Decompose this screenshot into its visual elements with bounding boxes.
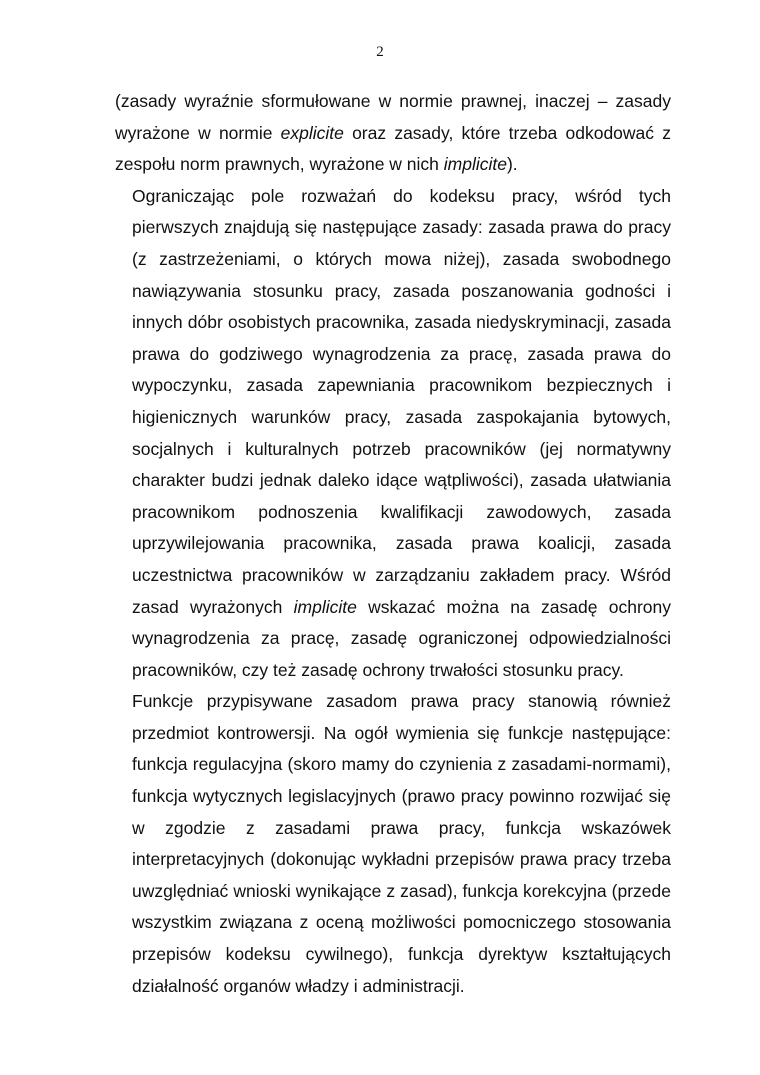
text-line: funkcja wytycznych legislacyjnych (prawo pracy powinno rozwijać się [132,786,671,807]
text-line: przepisów kodeksu cywilnego), funkcja dyrektyw kształtujących [132,944,671,965]
text-line: uczestnictwa pracowników w zarządzaniu zakładem pracy. Wśród [132,564,671,585]
text-line: w zgodzie z zasadami prawa pracy, funkcja wskazówek [132,817,671,838]
page-number: 2 [376,44,384,60]
paragraph-3 [115,686,671,1002]
text-line: (zasady wyraźnie sformułowane w normie prawnej, inaczej – zasady [115,91,671,111]
text-line: nawiązywania stosunku pracy, zasada poszanowania godności i [132,280,671,301]
text-line: wynagrodzenia za pracę, zasadę ograniczonej odpowiedzialności [132,628,671,649]
text-line: charakter budzi jednak daleko idące wątpliwości), zasada ułatwiania [132,470,671,491]
text-line: wszystkim związana z oceną możliwości pomocniczego stosowania [132,912,671,933]
paragraph-1 [115,86,671,181]
italic-term: implicite [443,154,507,175]
text-line: zespołu norm prawnych, wyrażone w nich implicite). [115,154,518,175]
text-line: zasad wyrażonych implicite wskazać można na zasadę ochrony [132,596,671,617]
text-line: pracownikom podnoszenia kwalifikacji zawodowych, zasada [132,501,671,522]
text-line: uwzględniać wnioski wynikające z zasad), funkcja korekcyjna (przede [132,880,671,901]
text-line: Ograniczając pole rozważań do kodeksu pracy, wśród tych [132,185,671,206]
text-line: przedmiot kontrowersji. Na ogół wymienia się funkcje następujące: [132,722,671,743]
text-line: działalność organów władzy i administracji. [132,975,465,996]
text-line: pierwszych znajdują się następujące zasady: zasada prawa do pracy [132,217,671,238]
text-line: Funkcje przypisywane zasadom prawa pracy stanowią również [132,691,671,712]
paragraph-2 [115,181,671,687]
text-line: higienicznych warunków pracy, zasada zaspokajania bytowych, [132,406,671,427]
italic-term: explicite [280,122,344,143]
text-line: funkcja regulacyjna (skoro mamy do czynienia z zasadami-normami), [132,754,671,775]
text-line: uprzywilejowania pracownika, zasada prawa koalicji, zasada [132,533,671,554]
text-line: interpretacyjnych (dokonując wykładni przepisów prawa pracy trzeba [132,849,671,870]
text-line: socjalnych i kulturalnych potrzeb pracowników (jej normatywny [132,438,671,459]
text-line: pracowników, czy też zasadę ochrony trwałości stosunku pracy. [132,659,624,680]
body-text [115,86,671,1002]
text-line: (z zastrzeżeniami, o których mowa niżej), zasada swobodnego [132,248,671,269]
italic-term: implicite [293,596,357,617]
text-line: innych dóbr osobistych pracownika, zasada niedyskryminacji, zasada [132,312,671,333]
text-line: prawa do godziwego wynagrodzenia za pracę, zasada prawa do [132,343,671,364]
text-line: wyrażone w normie explicite oraz zasady, które trzeba odkodować z [115,122,671,143]
text-line: wypoczynku, zasada zapewniania pracownikom bezpiecznych i [132,375,671,396]
